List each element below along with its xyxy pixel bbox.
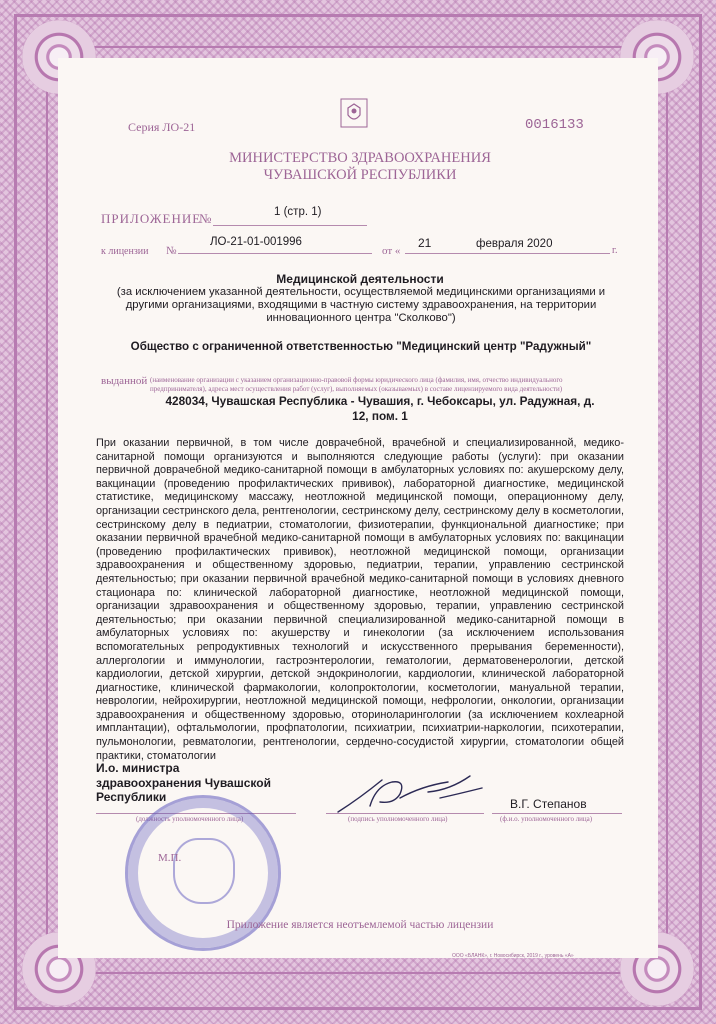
signature-caption: (подпись уполномоченного лица)	[348, 815, 448, 823]
stamp-place-label: М.П.	[158, 852, 182, 864]
seal-emblem-icon	[173, 838, 235, 904]
services-list: При оказании первичной, в том числе доврачебной, врачебной и специализированной, медико-санитарной помощи организуются и выполняются следующие работы (услуги): при оказании первичной доврачебной медико-санитарной помощи в амбулаторных условиях по: акушерскому делу, вакцинации (проведению профилактических прививок), лабораторной диагностике, медицинской статистике, медицинскому массажу, неотложной медицинской помощи, операционному делу, организации сестринского дела, рентгенологии, сестринскому делу, сестринскому делу в косметологии, сестринскому делу в педиатрии, стоматологии, физиотерапии, функциональной диагностике; при оказании первичной врачебной медико-санитарной помощи в амбулаторных условиях по: вакцинации (проведению профилактических прививок), неотложной медицинской помощи, организации здравоохранения и общественному здоровью, педиатрии, терапии, управлению сестринской деятельностью; при оказании первичной врачебной медико-санитарной помощи в условиях дневного стационара по: клинической лабораторной диагностике, неотложной медицинской помощи, организации здравоохранения и общественному здоровью, терапии, управлению сестринской деятельностью; при оказании первичной специализированной медико-санитарной помощи в амбулаторных условиях по: акушерству и гинекологии (за исключением использования вспомогательных репродуктивных технологий и искусственного прерывания беременности), аллергологии и иммунологии, гастроэнтерологии, гематологии, дерматовенерологии, детской кардиологии, детской хирургии, детской эндокринологии, кардиологии, клинической лабораторной диагностике, клинической фармакологии, колопроктологии, косметологии, мануальной терапии, неврологии, нейрохирургии, неотложной медицинской помощи, нефрологии, онкологии, организации здравоохранения и общественному здоровью, оториноларингологии (за исключением кохлеарной имплантации), офтальмологии, профпатологии, психиатрии, психиатрии-наркологии, психотерапии, пульмонологии, ревматологии, рентгенологии, сердечно-сосудистой хирургии, стоматологии общей практики, стоматологии	[96, 437, 624, 762]
signature-icon	[330, 768, 490, 818]
ministry-line-2: ЧУВАШСКОЙ РЕСПУБЛИКИ	[263, 167, 457, 183]
issued-label: выданной	[101, 375, 148, 387]
date-from-label: от «	[382, 245, 401, 257]
signer-title-caption: (должность уполномоченного лица)	[136, 815, 244, 823]
ministry-line-1: МИНИСТЕРСТВО ЗДРАВООХРАНЕНИЯ	[229, 150, 491, 166]
ministry-title	[160, 150, 560, 184]
footer-note: Приложение является неотъемлемой частью лицензии	[226, 919, 494, 931]
activity-title: Медицинской деятельности	[276, 272, 444, 286]
year-suffix: г.	[612, 245, 618, 256]
license-month-year: февраля 2020	[476, 238, 553, 250]
series-label: Серия ЛО-21	[128, 120, 196, 134]
appendix-value: 1 (стр. 1)	[274, 206, 322, 218]
signer-name: В.Г. Степанов	[510, 797, 587, 811]
company-name: Общество с ограниченной ответственностью "Медицинский центр "Радужный"	[130, 340, 592, 353]
license-number-sign: №	[166, 245, 177, 257]
coat-of-arms-icon	[339, 97, 369, 129]
signer-title-line-3: Республики	[96, 790, 167, 804]
appendix-number-sign: №	[199, 211, 212, 226]
signer-title-line-2: здравоохранения Чувашской	[96, 775, 271, 790]
signer-name-caption: (ф.и.о. уполномоченного лица)	[500, 815, 593, 823]
license-day: 21	[418, 236, 432, 250]
printer-note: ООО «БЛАНК», г. Новосибирск, 2019 г., уровень «А»	[452, 953, 574, 959]
issued-small-note: (наименование организации с указанием организационно-правовой формы юридического лица (фамилия, имя, отчество индивидуального предпринимателя), адреса мест осуществления работ (услуг), выполняемых (оказываемых) в составе лицензируемого вида деятельности)	[150, 376, 563, 393]
appendix-label: ПРИЛОЖЕНИЕ	[101, 211, 202, 226]
organization-address: 428034, Чувашская Республика - Чувашия, г. Чебоксары, ул. Радужная, д. 12, пом. 1	[165, 394, 595, 423]
activity-description: (за исключением указанной деятельности, осуществляемой медицинскими организациями и другими организациями, входящими в частную систему здравоохранения, на территории инновационного центра "Сколково")	[116, 286, 606, 325]
signer-title-line-1: И.о. министра	[96, 761, 180, 775]
form-number: 0016133	[525, 117, 584, 133]
license-number: ЛО-21-01-001996	[210, 236, 302, 248]
license-label: к лицензии	[101, 246, 149, 257]
